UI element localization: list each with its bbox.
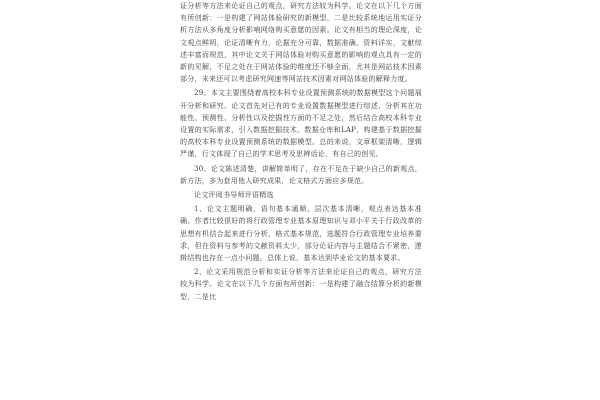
paragraph-advisor-comment-2: 2、论文采用规范分析和实证分析等方法来论证自己的观点，研究方法较为科学。论文在以下几个方面有所创新：一是构建了融合结算分析的新模型，二是比 (180, 268, 422, 301)
section-heading: 论文评阅书导师评语精选 (194, 191, 274, 200)
paragraph-review-30: 30、论文陈述清楚，讲解简单明了，存在不足在于缺少自己的新观点，新方法，多为套用他人研究成果，论文格式方面应多规范。 (180, 164, 422, 185)
paragraph-continued-review: 证分析等方法来论证自己的观点，研究方法较为科学。论文在以下几个方面有所创新：一是构建了网站体验研究的新模型，二是比较系统地运用实证分析方法从多角度分析影响网络购买意愿的因素。论文有相当的理论深度，论文观点鲜明，论证清晰有力，论据充分可靠，数据准确，资料详实，文献综述丰富而规范，其中论文关于网站体验对购买意愿的影响的观点具有一定的新的见解，不足之处在于网站体验的维度还不够全面，尤其是网站技术因素部分，未来还可以考虑研究网速等网站技术因素对网站体验的解释力度。 (180, 2, 422, 84)
document-page (180, 0, 422, 400)
paragraph-review-29: 29、本文主要围绕着高校本科专业设置预测系统的数据模型这个问题展开分析和研究。论文首先对已有的专业设置数据模型进行综述，分析其在功能性、预测性、分析性以及挖掘性方面的不足之处，然后结合高校本科专业设置的实际需求，引入数据挖掘技术、数据仓库和LAP，构建基于数据挖掘的高校本科专业设置预测系统的数据模型。总的来说，文章框架清晰，逻辑严谨，行文体现了自己的学术思考及思辨话论，有自己的创见。 (180, 89, 422, 159)
paragraph-advisor-comment-1: 1、论文主题明确，语句基本通顺，层次基本清晰，观点表达基本准确。作者比较很好的将行政管理专业基本原理知识与邓小平关于行政改革的思想有机结合起来进行分析，格式基本规范，选题符合行政管理专业培养要求，但在资料与参考的文献资料太少，部分论证内容与主题结合不紧密，逻辑结构也存在一点小问题。总体上说，基本达到毕业论文的基本要求。 (180, 205, 422, 263)
